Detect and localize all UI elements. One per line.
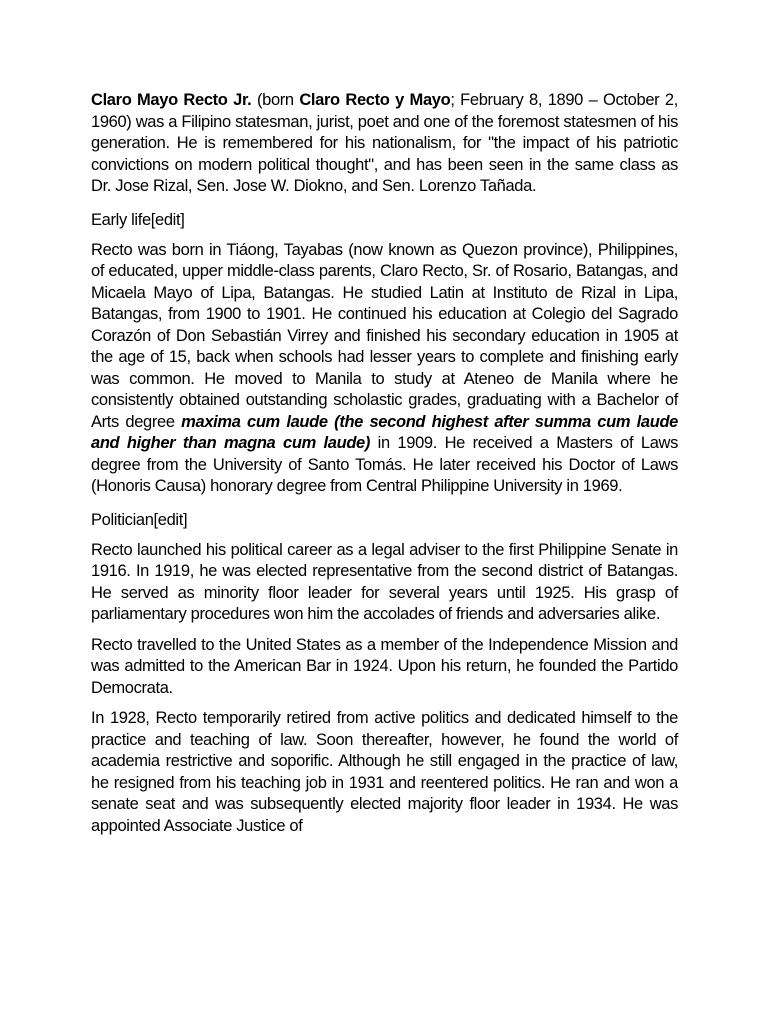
early-life-emphasis: maxima cum laude (the second highest after summa cum laude and higher than magna cum laude) bbox=[91, 412, 678, 452]
birth-name: Claro Recto y Mayo bbox=[299, 91, 451, 109]
politician-paragraph-3: In 1928, Recto temporarily retired from active politics and dedicated himself to the practice and teaching of law. Soon thereafter, however, he found the world of academia restrictive and soporific. Although he still engaged in the practice of law, he resigned from his teaching job in 1931 and reentered politics. He ran and won a senate seat and was subsequently elected majority floor leader in 1934. He was appointed Associate Justice of bbox=[91, 709, 678, 835]
early-life-text-b: in 1909. He received a Masters of Laws degree from the University of Santo Tomás. He later received his Doctor of Laws (Honoris Causa) honorary degree from Central Philippine University in 1969. bbox=[91, 434, 678, 495]
intro-paragraph bbox=[91, 90, 678, 198]
heading-early-life: Early life[edit] bbox=[91, 210, 185, 229]
intro-text-born: (born bbox=[251, 91, 300, 109]
heading-politician: Politician[edit] bbox=[91, 510, 188, 529]
early-life-paragraph bbox=[91, 240, 678, 498]
subject-name: Claro Mayo Recto Jr. bbox=[91, 91, 252, 109]
early-life-text-a: Recto was born in Tiáong, Tayabas (now known as Quezon province), Philippines, of educated, upper middle-class parents, Claro Recto, Sr. of Rosario, Batangas, and Micaela Mayo of Lipa, Batangas. He studied Latin at Instituto de Rizal in Lipa, Batangas, from 1900 to 1901. He continued his education at Colegio del Sagrado Corazón of Don Sebastián Virrey and finished his secondary education in 1905 at the age of 15, back when schools had lesser years to complete and finishing early was common. He moved to Manila to study at Ateneo de Manila where he consistently obtained outstanding scholastic grades, graduating with a Bachelor of Arts degree bbox=[91, 240, 678, 431]
politician-paragraph-2: Recto travelled to the United States as a member of the Independence Mission and was admitted to the American Bar in 1924. Upon his return, he founded the Partido Democrata. bbox=[91, 635, 678, 697]
intro-text-rest: ; February 8, 1890 – October 2, 1960) was a Filipino statesman, jurist, poet and one of the foremost statesmen of his generation. He is remembered for his nationalism, for "the impact of his patriotic convictions on modern political thought", and has been seen in the same class as Dr. Jose Rizal, Sen. Jose W. Diokno, and Sen. Lorenzo Tañada. bbox=[91, 91, 678, 195]
politician-paragraph-1: Recto launched his political career as a legal adviser to the first Philippine Senate in 1916. In 1919, he was elected representative from the second district of Batangas. He served as minority floor leader for several years until 1925. His grasp of parliamentary procedures won him the accolades of friends and adversaries alike. bbox=[91, 540, 678, 623]
document-page bbox=[91, 90, 678, 846]
